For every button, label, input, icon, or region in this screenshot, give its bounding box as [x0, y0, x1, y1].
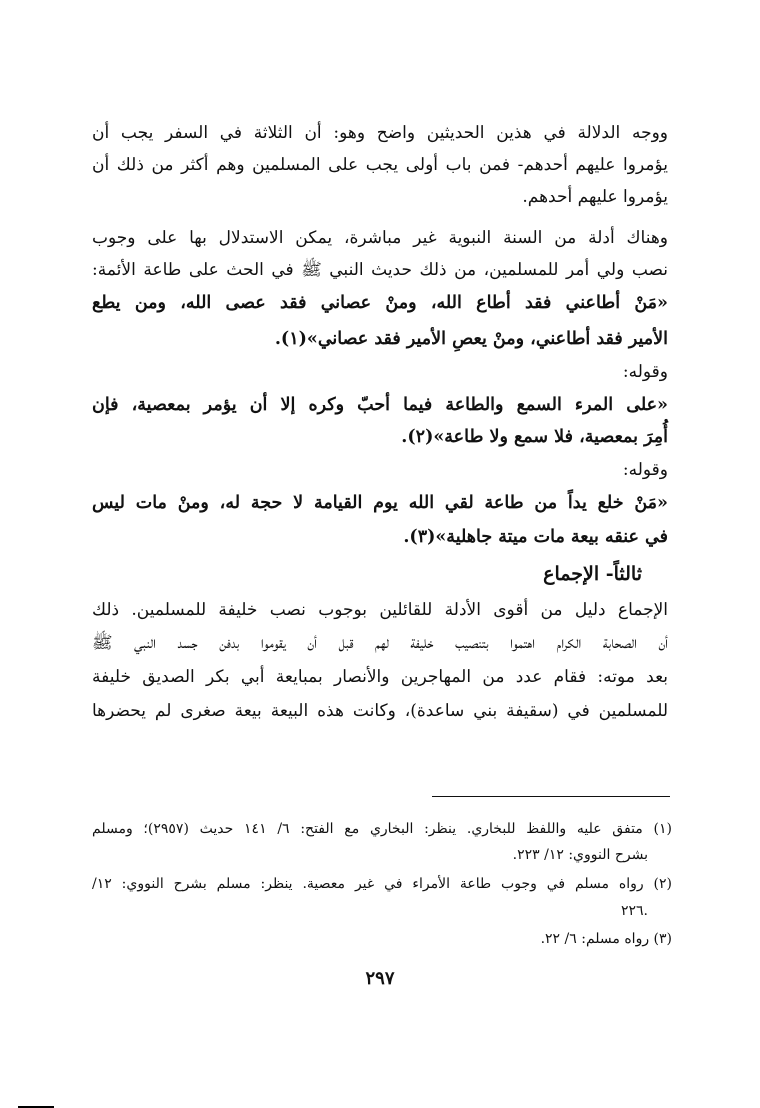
body-line-ijma-1: الإجماع دليل من أقوى الأدلة للقائلين بوجوب نصب خليفة للمسلمين. ذلك [92, 600, 668, 620]
footnote-1-line-1: (١) متفق عليه واللفظ للبخاري. ينظر: البخاري مع الفتح: ٦/ ١٤١ حديث (٢٩٥٧)؛ ومسلم [92, 821, 672, 837]
hadith-2-line-1: «على المرء السمع والطاعة فيما أحبّ وكره إلا أن يؤمر بمعصية، فإن [92, 395, 668, 415]
footnote-2-line-1: (٢) رواه مسلم في وجوب طاعة الأمراء في غير معصية. ينظر: مسلم بشرح النووي: ١٢/ [92, 876, 672, 892]
hadith-3-line-2: في عنقه بيعة مات ميتة جاهلية»(٣). [403, 527, 668, 547]
body-line-qawluh-1: وقوله: [622, 362, 668, 382]
body-line-1: ووجه الدلالة في هذين الحديثين واضح وهو: أن الثلاثة في السفر يجب أن [92, 123, 668, 143]
footnote-2-line-2: .٢٢٦ [620, 903, 648, 919]
hadith-2-line-2: أُمِرَ بمعصية، فلا سمع ولا طاعة»(٢). [401, 427, 668, 447]
hadith-1-line-1: «مَنْ أطاعني فقد أطاع الله، ومنْ عصاني فقد عصى الله، ومن يطع [92, 293, 668, 313]
page-number: ٢٩٧ [365, 968, 395, 989]
body-line-ijma-3: بعد موته: فقام عدد من المهاجرين والأنصار بمبايعة أبي بكر الصديق خليفة [92, 667, 668, 687]
hadith-1-line-2: الأمير فقد أطاعني، ومنْ يعصِ الأمير فقد عصاني»(١). [274, 329, 668, 349]
footnote-3: (٣) رواه مسلم: ٦/ ٢٢. [540, 931, 672, 947]
body-line-4: وهناك أدلة من السنة النبوية غير مباشرة، يمكن الاستدلال بها على وجوب [92, 228, 668, 248]
hadith-3-line-1: «مَنْ خلع يداً من طاعة لقي الله يوم القيامة لا حجة له، ومنْ مات ليس [92, 493, 668, 513]
body-line-3: يؤمروا عليهم أحدهم. [522, 187, 668, 207]
body-line-5: نصب ولي أمر للمسلمين، من ذلك حديث النبي ﷺ في الحث على طاعة الأئمة: [92, 260, 668, 280]
footnote-1-line-2: بشرح النووي: ١٢/ ٢٢٣. [512, 847, 648, 863]
body-line-2: يؤمروا عليهم أحدهم- فمن باب أولى يجب على المسلمين وهم أكثر من ذلك أن [92, 155, 668, 175]
body-line-ijma-2: أن الصحابة الكرام اهتموا بتنصيب خليفة لهم قبل أن يقوموا بدفن جسد النبي ﷺ [92, 633, 668, 653]
body-line-ijma-4: للمسلمين في (سقيفة بني ساعدة)، وكانت هذه البيعة بيعة صغرى لم يحضرها [92, 701, 668, 721]
footnote-separator [432, 796, 670, 797]
body-line-qawluh-2: وقوله: [622, 460, 668, 480]
section-heading: ثالثاً- الإجماع [543, 563, 642, 585]
